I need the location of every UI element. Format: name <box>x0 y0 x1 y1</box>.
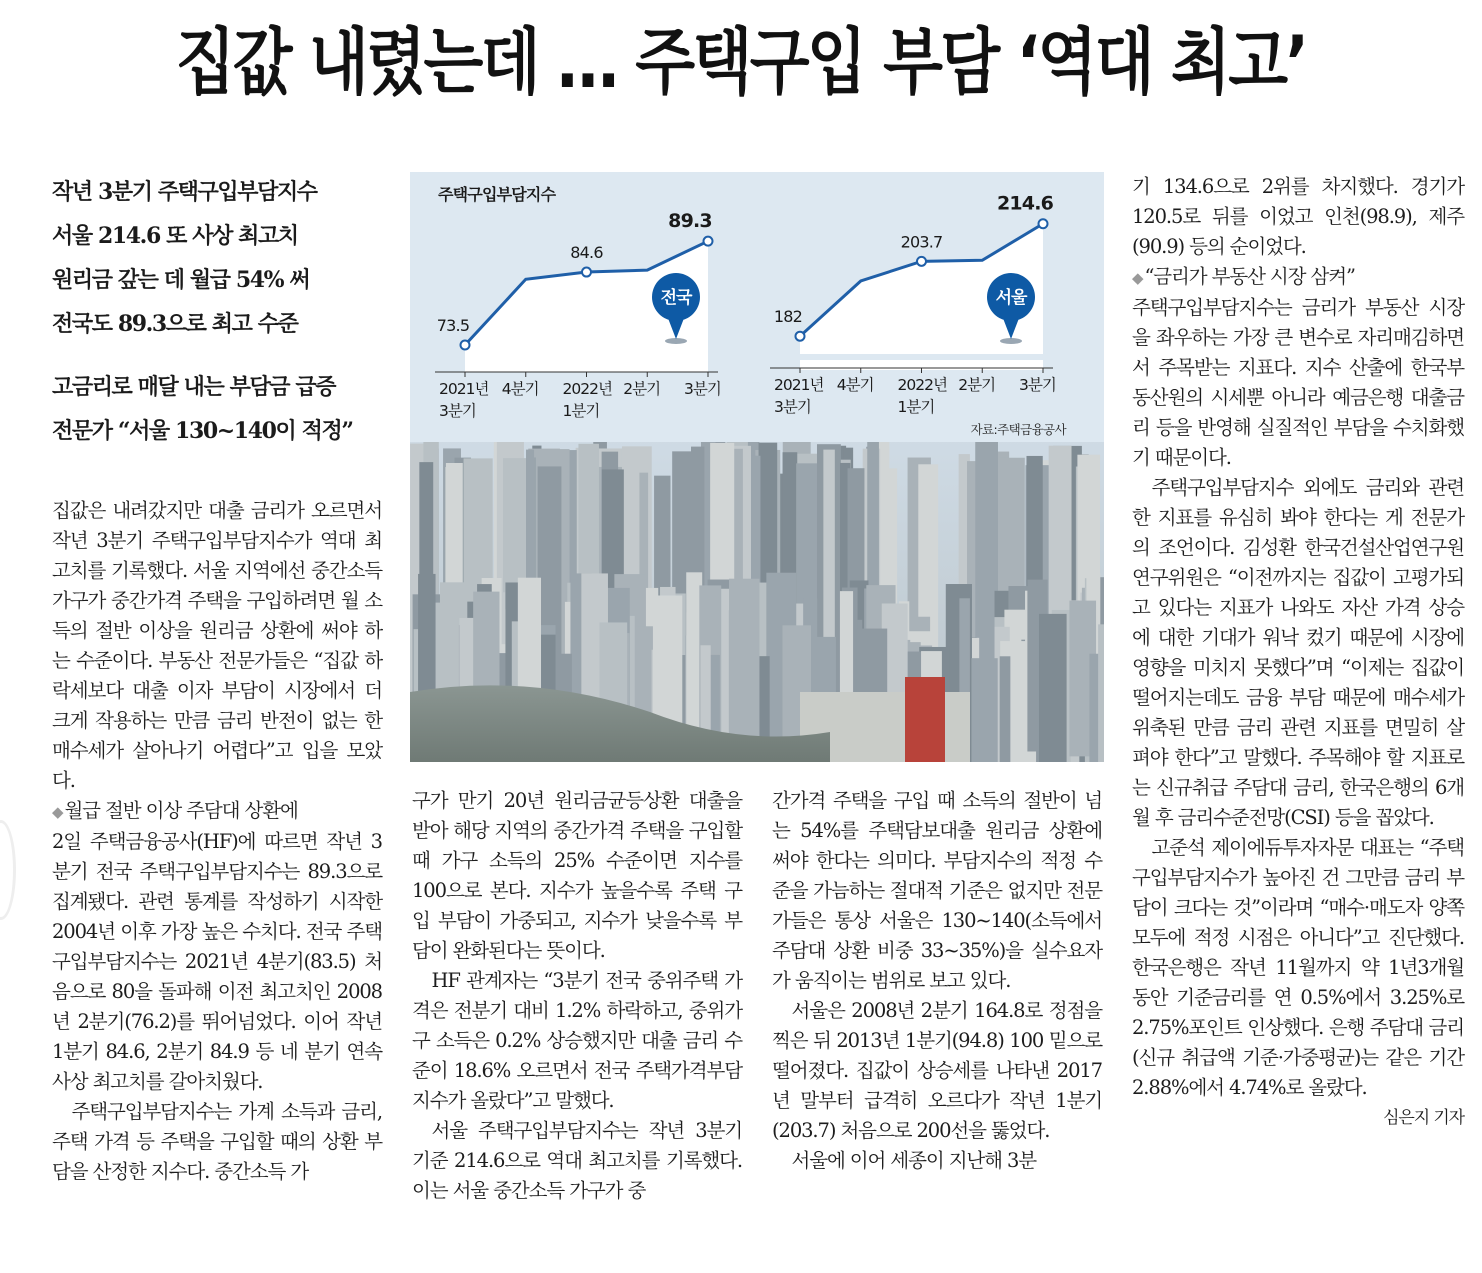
x-tick-label: 2022년 <box>897 376 947 394</box>
x-tick-label: 1분기 <box>562 402 600 420</box>
data-point <box>461 341 470 350</box>
x-tick-label: 2022년 <box>562 380 612 398</box>
region-badge-label: 전국 <box>660 288 692 308</box>
data-label: 203.7 <box>900 232 943 252</box>
section-subheading-text: “금리가 부동산 시장 삼켜” <box>1144 265 1355 288</box>
subhead-secondary <box>52 365 392 453</box>
chart-title: 주택구입부담지수 <box>438 185 556 204</box>
article-paragraph <box>52 1097 382 1187</box>
paragraph-text: 간가격 주택을 구입 때 소득의 절반이 넘는 54%를 주택담보대출 원리금 상환에 써야 한다는 의미다. 부담지수의 적정 수준을 가늠하는 절대적 기준은 없지만 전문가들은 통상 서울은 130~140(소득에서 주담대 상환 비중 33~35%)을 실수요자가 움직이는 범위로 보고 있다. <box>772 789 1102 992</box>
article-column-3 <box>772 786 1102 1176</box>
paragraph-text: HF 관계자는 “3분기 전국 중위주택 가격은 전분기 대비 1.2% 하락하고, 중위가구 소득은 0.2% 상승했지만 대출 금리 수준이 18.6% 오르면서 전국 주택가격부담지수가 올랐다”고 말했다. <box>412 969 742 1112</box>
photo-apartment <box>1098 624 1104 762</box>
data-point <box>582 268 591 277</box>
data-point <box>704 237 713 246</box>
charts-group <box>410 172 1104 442</box>
data-label: 73.5 <box>436 316 470 335</box>
photo-apartment <box>1000 656 1011 762</box>
diamond-bullet-icon: ◆ <box>1132 269 1143 287</box>
x-tick-label: 4분기 <box>501 380 539 398</box>
paragraph-text: 주택구입부담지수는 금리가 부동산 시장을 좌우하는 가장 큰 변수로 자리매김하면서 주목받는 지표다. 지수 산출에 한국부동산원의 시세뿐 아니라 예금은행 대출금리 등을 반영해 실질적인 부담을 수치화했기 때문이다. <box>1132 296 1464 469</box>
article-paragraph <box>772 786 1102 996</box>
section-subheading <box>1132 262 1464 293</box>
article-column-1 <box>52 496 382 1187</box>
x-tick-label: 2021년 <box>439 380 489 398</box>
byline: 심은지 기자 <box>1383 1108 1464 1128</box>
x-tick-label: 3분기 <box>439 402 476 420</box>
x-tick-label: 3분기 <box>684 380 721 398</box>
data-point <box>917 257 926 266</box>
paragraph-text: 구가 만기 20년 원리금균등상환 대출을 받아 해당 지역의 중간가격 주택을 구입할 때 가구 소득의 25% 수준이면 지수를 100으로 본다. 지수가 높을수록 주택 구입 부담이 가중되고, 지수가 낮을수록 부담이 완화된다는 뜻이다. <box>412 789 742 962</box>
x-tick-label: 3분기 <box>774 398 811 416</box>
chart-photo-figure <box>410 172 1104 762</box>
paragraph-text: 집값은 내려갔지만 대출 금리가 오르면서 작년 3분기 주택구입부담지수가 역대 최고치를 기록했다. 서울 지역에선 중간소득 가구가 중간가격 주택을 구입하려면 월 소득의 절반 이상을 원리금 상환에 써야 하는 수준이다. 부동산 전문가들은 “집값 하락세보다 대출 이자 부담이 시장에서 더 크게 작용하는 만큼 금리 반전이 없는 한 매수세가 살아나기 어렵다”고 입을 모았다. <box>52 499 382 792</box>
paragraph-text: 서울은 2008년 2분기 164.8로 정점을 찍은 뒤 2013년 1분기(94.8) 100 밑으로 떨어졌다. 집값이 상승세를 나타낸 2017년 말부터 급격히 오르다가 작년 1분기(203.7) 처음으로 200선을 뚫었다. <box>772 999 1102 1142</box>
figure-svg <box>410 172 1104 762</box>
paragraph-text: 2일 주택금융공사(HF)에 따르면 작년 3분기 전국 주택구입부담지수는 89.3으로 집계됐다. 관련 통계를 작성하기 시작한 2004년 이후 가장 높은 수치다. 전국 주택구입부담지수는 2021년 4분기(83.5) 처음으로 80을 돌파해 이전 최고치인 2008년 2분기(76.2)를 뛰어넘었다. 이어 작년 1분기 84.6, 2분기 84.9 등 네 분기 연속 사상 최고치를 갈아치웠다. <box>52 830 382 1093</box>
article-paragraph <box>412 1116 742 1206</box>
x-tick-label: 2분기 <box>958 376 996 394</box>
x-tick-label: 2021년 <box>774 376 824 394</box>
paragraph-text: 서울에 이어 세종이 지난해 3분 <box>791 1149 1037 1172</box>
diamond-bullet-icon: ◆ <box>52 803 63 821</box>
paragraph-text: 주택구입부담지수 외에도 금리와 관련한 지표를 유심히 봐야 한다는 게 전문가의 조언이다. 김성환 한국건설산업연구원 연구위원은 “이전까지는 집값이 고평가되고 있다는 지표가 나와도 자산 가격 상승에 대한 기대가 워낙 컸기 때문에 시장에 영향을 미치지 못했다”며 “이제는 집값이 떨어지는데도 금융 부담 때문에 매수세가 위축된 만큼 금리 관련 지표를 면밀히 살펴야 한다”고 말했다. 주목해야 할 지표로는 신규취급 주담대 금리, 한국은행의 6개월 후 금리수준전망(CSI) 등을 꼽았다. <box>1132 476 1464 829</box>
article-column-4 <box>1132 172 1464 1133</box>
data-label: 84.6 <box>570 243 603 263</box>
region-badge-label: 서울 <box>995 288 1027 308</box>
data-point <box>1039 219 1048 228</box>
photo-apartment <box>1039 614 1067 762</box>
article-paragraph <box>1132 473 1464 833</box>
section-subheading <box>52 796 382 827</box>
paragraph-text: 주택구입부담지수는 가계 소득과 금리, 주택 가격 등 주택을 구입할 때의 상환 부담을 산정한 지수다. 중간소득 가 <box>52 1100 382 1183</box>
article-paragraph <box>412 966 742 1116</box>
paragraph-text: 기 134.6으로 2위를 차지했다. 경기가 120.5로 뒤를 이었고 인천(98.9), 제주(90.9) 등의 순이었다. <box>1132 175 1464 258</box>
subhead-line: 고금리로 매달 내는 부담금 급증 <box>52 374 336 400</box>
subhead-line: 원리금 갚는 데 월급 54% 써 <box>52 267 310 293</box>
paragraph-text: 고준석 제이에듀투자자문 대표는 “주택구입부담지수가 높아진 건 그만큼 금리 부담이 크다는 것”이라며 “매수·매도자 양쪽 모두에 적정 시점은 아니다”고 진단했다. 한국은행은 작년 11월까지 약 1년3개월 동안 기준금리를 연 0.5%에서 3.25%로 2.75%포인트 인상했다. 은행 주담대 금리(신규 취급액 기준·가중평균)는 같은 기간 2.88%에서 4.74%로 올랐다. <box>1132 836 1464 1099</box>
subhead-summary <box>52 170 392 346</box>
headline: 집값 내렸는데 … 주택구입 부담 ‘역대 최고’ <box>175 20 1307 104</box>
data-label: 214.6 <box>996 192 1054 215</box>
data-label: 89.3 <box>668 210 712 233</box>
photo-apartment <box>979 586 994 762</box>
photo-tower <box>905 677 945 762</box>
chart-source: 자료:주택금융공사 <box>970 422 1066 437</box>
x-tick-label: 2분기 <box>623 380 661 398</box>
article-paragraph <box>52 496 382 796</box>
subhead-line: 서울 214.6 또 사상 최고치 <box>52 223 298 249</box>
subhead-line: 작년 3분기 주택구입부담지수 <box>52 179 317 205</box>
subhead-line: 전국도 89.3으로 최고 수준 <box>52 311 298 337</box>
data-label: 182 <box>773 307 803 327</box>
page-edge-mark <box>0 820 16 920</box>
article-paragraph <box>772 1146 1102 1176</box>
article-paragraph <box>1132 293 1464 473</box>
subhead-line: 전문가 “서울 130~140이 적정” <box>52 418 353 444</box>
article-paragraph <box>1132 833 1464 1128</box>
article-column-2 <box>412 786 742 1206</box>
x-tick-label: 3분기 <box>1019 376 1056 394</box>
article-paragraph <box>52 827 382 1097</box>
article-paragraph <box>772 996 1102 1146</box>
section-subheading-text: 월급 절반 이상 주담대 상환에 <box>64 799 298 822</box>
article-paragraph <box>1132 172 1464 262</box>
paragraph-text: 서울 주택구입부담지수는 작년 3분기 기준 214.6으로 역대 최고치를 기록했다. 이는 서울 중간소득 가구가 중 <box>412 1119 742 1202</box>
x-tick-label: 1분기 <box>897 398 935 416</box>
x-tick-label: 4분기 <box>836 376 874 394</box>
article-paragraph <box>412 786 742 966</box>
data-point <box>796 332 805 341</box>
